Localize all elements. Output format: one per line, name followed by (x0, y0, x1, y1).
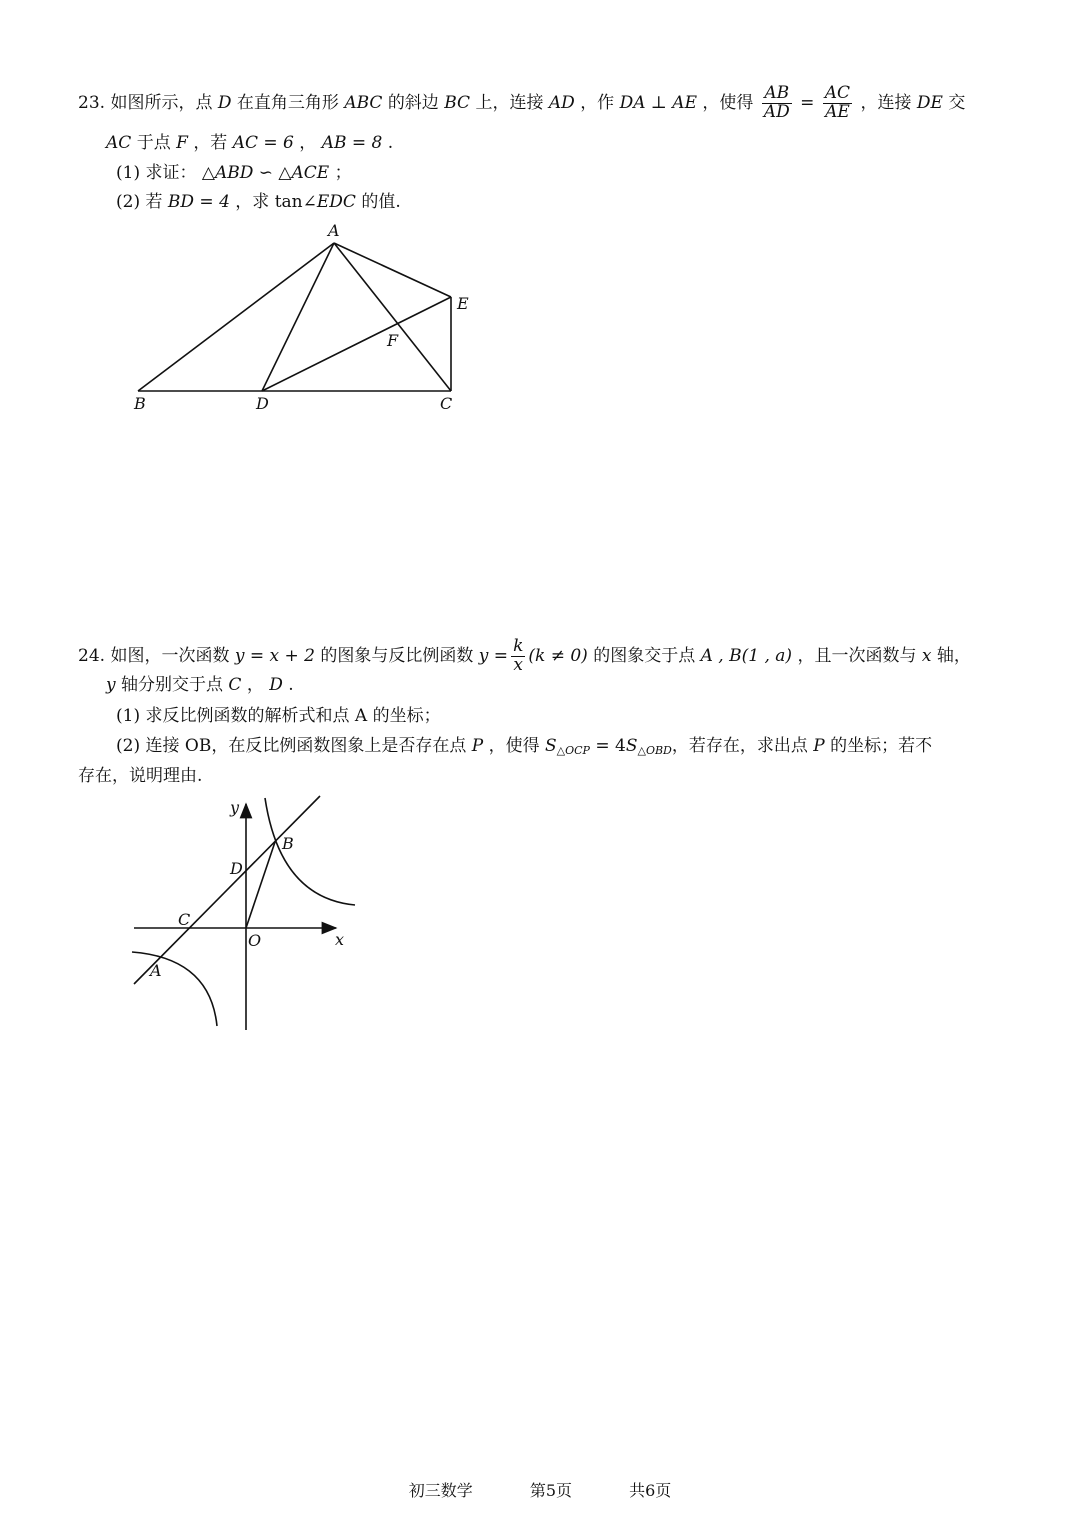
hyperbola-branch-lower (132, 952, 217, 1026)
q24-part1: (1) 求反比例函数的解析式和点 A 的坐标； (116, 706, 441, 726)
label-a: A (150, 961, 162, 980)
label-o: O (248, 931, 262, 950)
fraction-ab-ad: $\frac{AB}{AD}$ (763, 83, 790, 122)
triangle-figure (120, 215, 490, 420)
q24-line1: 24. 如图，一次函数 y = x + 2 的图象与反比例函数 y = $\frac{k}{x}$ (k ≠ 0) 的图象交于点 A , B(1 , a) ，且一次函数与 x 轴， (78, 636, 971, 675)
q24-line4: 存在，说明理由. (78, 766, 203, 786)
label-d: D (256, 394, 269, 413)
coordinate-figure (120, 790, 370, 1035)
line-y-x-plus-2 (134, 796, 320, 984)
fraction-ac-ae: $\frac{AC}{AE}$ (824, 83, 851, 122)
segment-ab (138, 243, 334, 391)
label-e: E (457, 294, 469, 313)
label-f: F (387, 331, 399, 350)
segment-de (262, 297, 451, 391)
label-c: C (440, 394, 453, 413)
segment-ad (262, 243, 334, 391)
q23-line1: 23. 如图所示，点 D 在直角三角形 ABC 的斜边 BC 上，连接 AD ，作 DA ⊥ AE ，使得 $\frac{AB}{AD}$ = $\frac{AC}{AE}$ ，连接 DE 交 (78, 83, 966, 122)
label-c: C (178, 910, 191, 929)
footer-total: 共6页 (629, 1481, 672, 1500)
q23-part1: (1) 求证： △ABD ∽ △ACE ； (116, 163, 352, 183)
page-footer (0, 1478, 1080, 1501)
segment-ob (246, 842, 275, 928)
label-a: A (328, 221, 340, 240)
segment-ac (334, 243, 451, 391)
label-b: B (282, 834, 294, 853)
q24-line2: y 轴分别交于点 C ， D . (106, 675, 294, 695)
label-x: x (335, 930, 345, 949)
q24-part2: (2) 连接 OB，在反比例函数图象上是否存在点 P ，使得 $S_{\triangle OCP} = 4S_{\triangle OBD}$，若存在，求出点 P 的坐标；若不 (116, 736, 933, 757)
footer-page: 第5页 (529, 1481, 572, 1500)
fraction-k-x: $\frac{k}{x}$ (513, 636, 524, 675)
footer-subject: 初三数学 (408, 1481, 473, 1500)
hyperbola-branch-upper (265, 798, 355, 905)
q23-part2: (2) 若 BD = 4 ，求 tan∠EDC 的值. (116, 192, 401, 212)
label-b: B (134, 394, 146, 413)
label-d: D (230, 859, 243, 878)
segment-ae (334, 243, 451, 297)
q23-line2: AC 于点 F ，若 AC = 6 ， AB = 8 . (106, 133, 394, 153)
label-y: y (230, 798, 240, 817)
